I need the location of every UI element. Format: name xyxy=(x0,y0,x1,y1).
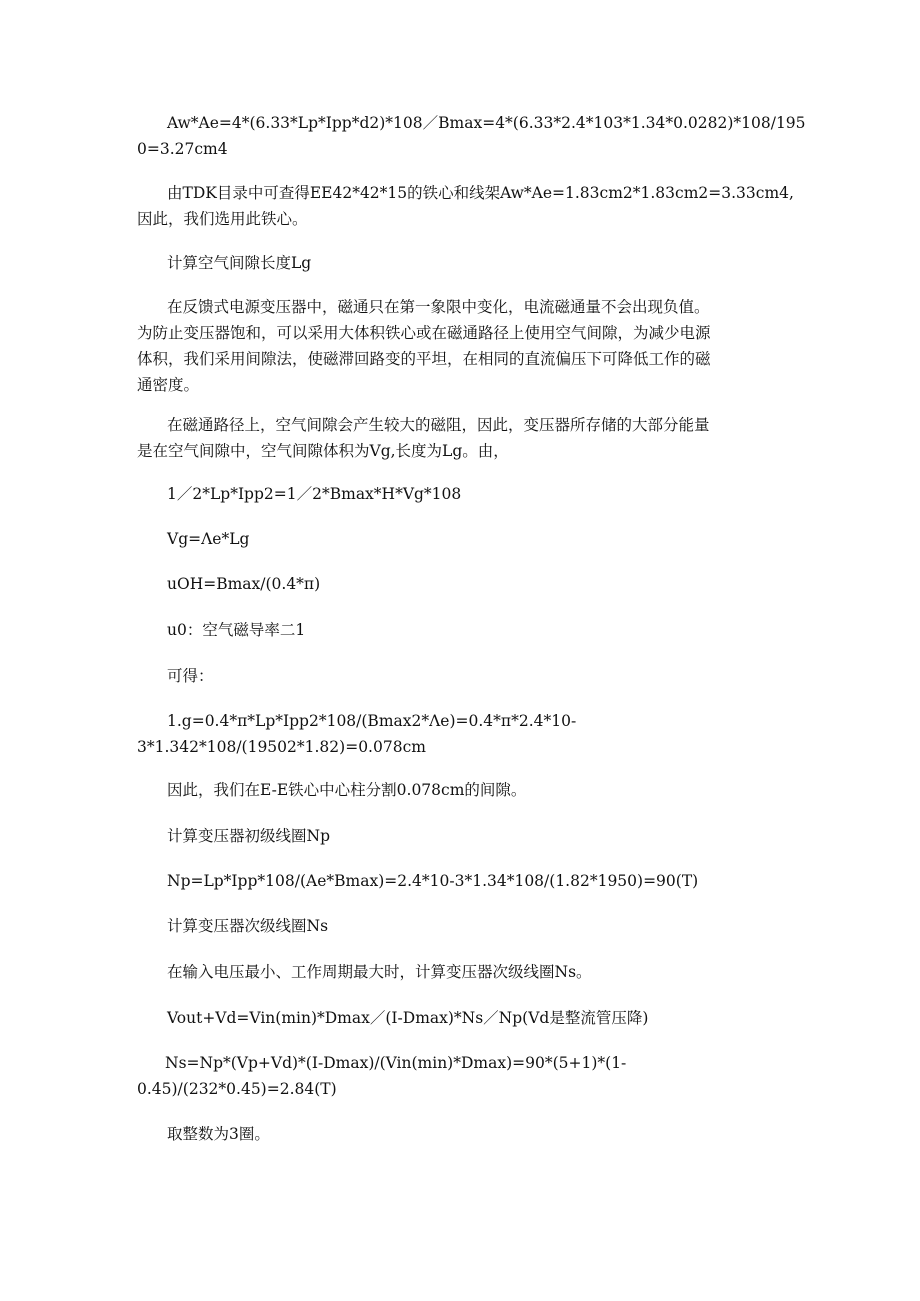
formula-ns xyxy=(137,1050,777,1102)
paragraph-line: Aw*Ae=4*(6.33*Lp*Ipp*d2)*108／Bmax=4*(6.33*2.4*103*1.34*0.0282)*108/195 xyxy=(167,114,806,132)
paragraph-line: 因此，我们选用此铁心。 xyxy=(137,210,308,228)
paragraph-air-gap-energy xyxy=(137,412,777,464)
paragraph-line: 通密度。 xyxy=(137,376,200,394)
paragraph-line: 计算空气间隙长度Lg xyxy=(167,254,312,272)
formula-vout xyxy=(137,1005,777,1031)
paragraph-line: 1.g=0.4*π*Lp*Ipp2*108/(Bmax2*Λe)=0.4*π*2.4*10- xyxy=(167,712,577,730)
paragraph-line: 体积，我们采用间隙法，使磁滞回路变的平坦，在相同的直流偏压下可降低工作的磁 xyxy=(137,350,711,368)
heading-secondary-winding xyxy=(137,913,777,939)
paragraph-line: 取整数为3圈。 xyxy=(167,1125,270,1143)
paragraph-line: Ns=Np*(Vp+Vd)*(I-Dmax)/(Vin(min)*Dmax)=90*(5+1)*(1- xyxy=(165,1054,627,1072)
paragraph-gap-conclusion xyxy=(137,777,777,803)
paragraph-round-up xyxy=(137,1121,777,1147)
paragraph-line: 为防止变压器饱和，可以采用大体积铁心或在磁通路径上使用空气间隙，为减少电源 xyxy=(137,324,711,342)
paragraph-line: 因此，我们在E-E铁心中心柱分割0.078cm的间隙。 xyxy=(167,781,527,799)
paragraph-line: 0=3.27cm4 xyxy=(137,140,228,158)
paragraph-line: 在输入电压最小、工作周期最大时，计算变压器次级线圈Ns。 xyxy=(167,963,592,981)
paragraph-aw-ae-formula xyxy=(137,110,806,162)
paragraph-line: u0：空气磁导率二1 xyxy=(167,621,306,639)
paragraph-line: 3*1.342*108/(19502*1.82)=0.078cm xyxy=(137,738,426,756)
heading-primary-winding xyxy=(137,823,777,849)
paragraph-line: Vg=Λe*Lg xyxy=(167,530,250,548)
paragraph-tdk-core xyxy=(137,180,794,232)
paragraph-result-intro xyxy=(137,663,777,689)
formula-u0 xyxy=(137,617,777,643)
paragraph-secondary-condition xyxy=(137,959,777,985)
paragraph-line: 可得： xyxy=(167,667,214,685)
formula-lg-result xyxy=(137,708,777,760)
paragraph-line: uOH=Bmax/(0.4*π) xyxy=(167,575,321,593)
paragraph-line: 在反馈式电源变压器中，磁通只在第一象限中变化，电流磁通量不会出现负值。 xyxy=(167,298,710,316)
paragraph-line: Vout+Vd=Vin(min)*Dmax／(I-Dmax)*Ns／Np(Vd是整流管压降) xyxy=(167,1009,649,1027)
paragraph-line: 计算变压器次级线圈Ns xyxy=(167,917,329,935)
paragraph-line: 0.45)/(232*0.45)=2.84(T) xyxy=(137,1080,337,1098)
paragraph-flyback-explanation xyxy=(137,294,777,398)
paragraph-line: 是在空气间隙中，空气间隙体积为Vg,长度为Lg。由， xyxy=(137,442,509,460)
paragraph-line: Np=Lp*Ipp*108/(Ae*Bmax)=2.4*10-3*1.34*108/(1.82*1950)=90(T) xyxy=(167,872,699,890)
paragraph-line: 计算变压器初级线圈Np xyxy=(167,827,330,845)
formula-energy xyxy=(137,481,777,507)
formula-np xyxy=(137,868,777,894)
paragraph-line: 在磁通路径上，空气间隙会产生较大的磁阻，因此，变压器所存储的大部分能量 xyxy=(167,416,710,434)
paragraph-line: 由TDK目录中可查得EE42*42*15的铁心和线架Aw*Ae=1.83cm2*1.83cm2=3.33cm4, xyxy=(167,184,794,202)
paragraph-line: 1／2*Lp*Ipp2=1／2*Bmax*H*Vg*108 xyxy=(167,485,462,503)
formula-vg xyxy=(137,526,777,552)
heading-air-gap-length xyxy=(137,250,777,276)
formula-uoh xyxy=(137,571,777,597)
